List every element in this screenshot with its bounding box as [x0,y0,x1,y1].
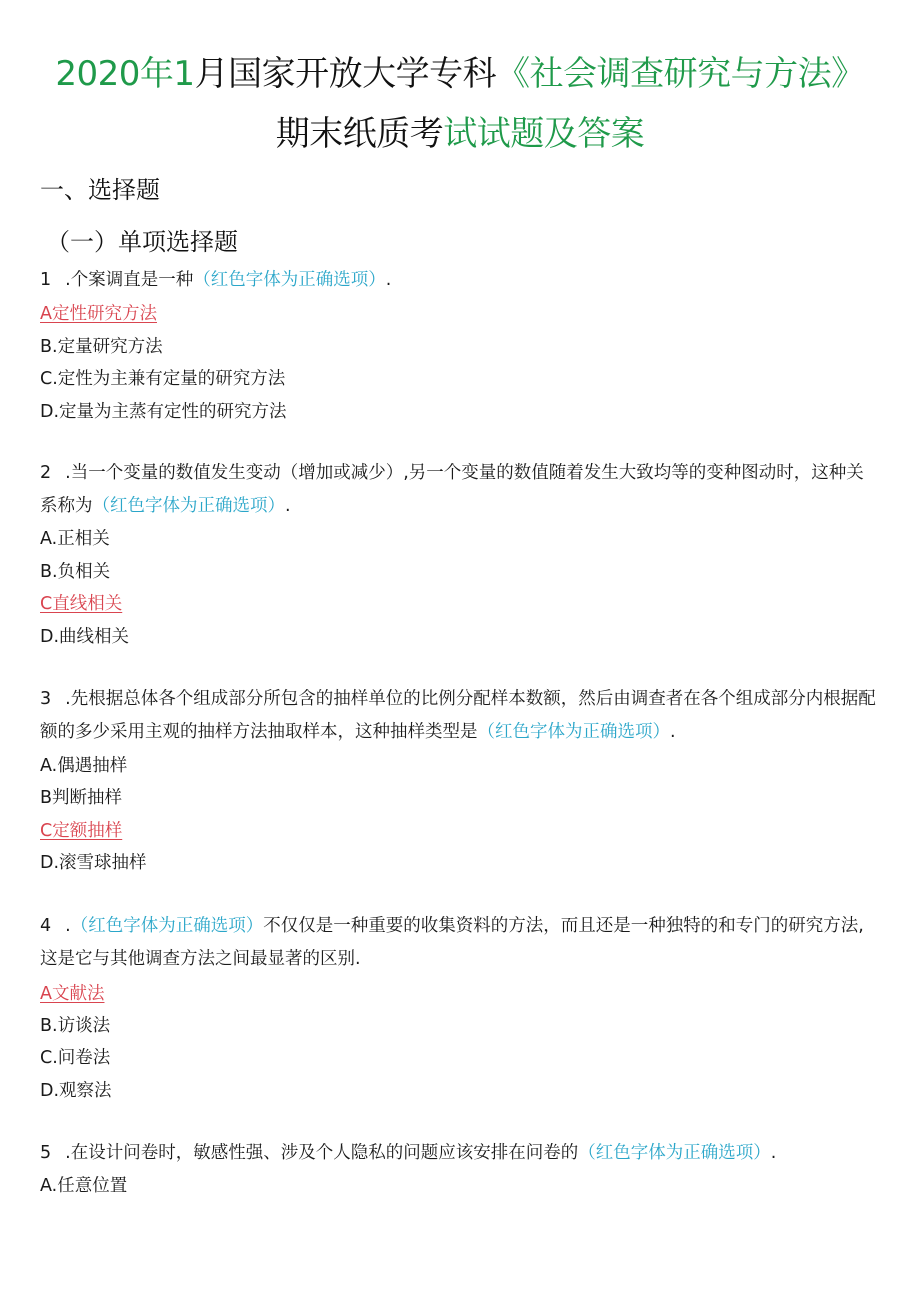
title-course: 《社会调查研究与方法》 [496,54,865,94]
answer-hint: （红色字体为正确选项） [92,496,285,516]
option-correct: A文献法 [40,984,105,1004]
option-correct: A定性研究方法 [40,304,157,324]
option-correct: C定额抽样 [40,821,123,841]
title-exam-type: 期末纸质考 [275,114,444,154]
option: D.滚雪球抽样 [40,853,147,873]
answer-hint: （红色字体为正确选项） [578,1143,771,1163]
title-year: 2020年1 [55,54,195,94]
option: D.曲线相关 [40,627,130,647]
option: B.访谈法 [40,1016,111,1036]
question-number: 2 [40,463,52,483]
option: D.定量为主蒸有定性的研究方法 [40,402,287,422]
question-text-end: . [385,270,392,290]
option: D.观察法 [40,1081,112,1101]
question-text: . [65,916,71,936]
option: B.定量研究方法 [40,337,163,357]
answer-hint: （红色字体为正确选项） [477,722,670,742]
question-number: 5 [40,1143,52,1163]
question-text: .先根据总体各个组成部分所包含的抽样单位的比例分配样本数额，然后由调查者在各个组成部分内根据配额的多少采用主观的抽样方法抽取样本，这种抽样类型是 [40,689,876,742]
option: B判断抽样 [40,788,123,808]
option: A.偶遇抽样 [40,756,128,776]
question-text-end: . [770,1143,777,1163]
question-text: .当一个变量的数值发生变动（增加或减少）,另一个变量的数值随着发生大致均等的变种图动时，这种关系称为 [40,463,864,516]
title-institution: 月国家开放大学专科 [194,54,497,94]
question-text: .个案调直是一种 [65,270,194,290]
question-number: 4 [40,916,52,936]
question-number: 1 [40,270,52,290]
option: C.定性为主兼有定量的研究方法 [40,369,286,389]
document-title-line-1 [0,52,920,96]
document-title-line-2 [0,112,920,156]
option: A.任意位置 [40,1176,128,1196]
option: A.正相关 [40,529,110,549]
question-number: 3 [40,689,52,709]
question-text-end: 不仅仅是一种重要的收集资料的方法，而且还是一种独特的和专门的研究方法,这是它与其他调查方法之间最显著的区别. [40,916,864,969]
option: B.负相关 [40,562,111,582]
question-1 [40,264,880,297]
option: C.问卷法 [40,1048,111,1068]
option-correct: C直线相关 [40,594,123,614]
question-3 [40,683,880,749]
section-heading: 一、选择题 [40,176,160,204]
answer-hint: （红色字体为正确选项） [70,916,264,936]
question-text: .在设计问卷时，敏感性强、涉及个人隐私的问题应该安排在问卷的 [65,1143,579,1163]
question-2 [40,457,880,523]
answer-hint: （红色字体为正确选项） [193,270,386,290]
question-5 [40,1137,880,1170]
question-4 [40,910,880,976]
subsection-heading: （一）单项选择题 [46,228,238,256]
title-suffix: 试试题及答案 [443,114,645,154]
question-text-end: . [285,496,291,516]
question-text-end: . [670,722,676,742]
